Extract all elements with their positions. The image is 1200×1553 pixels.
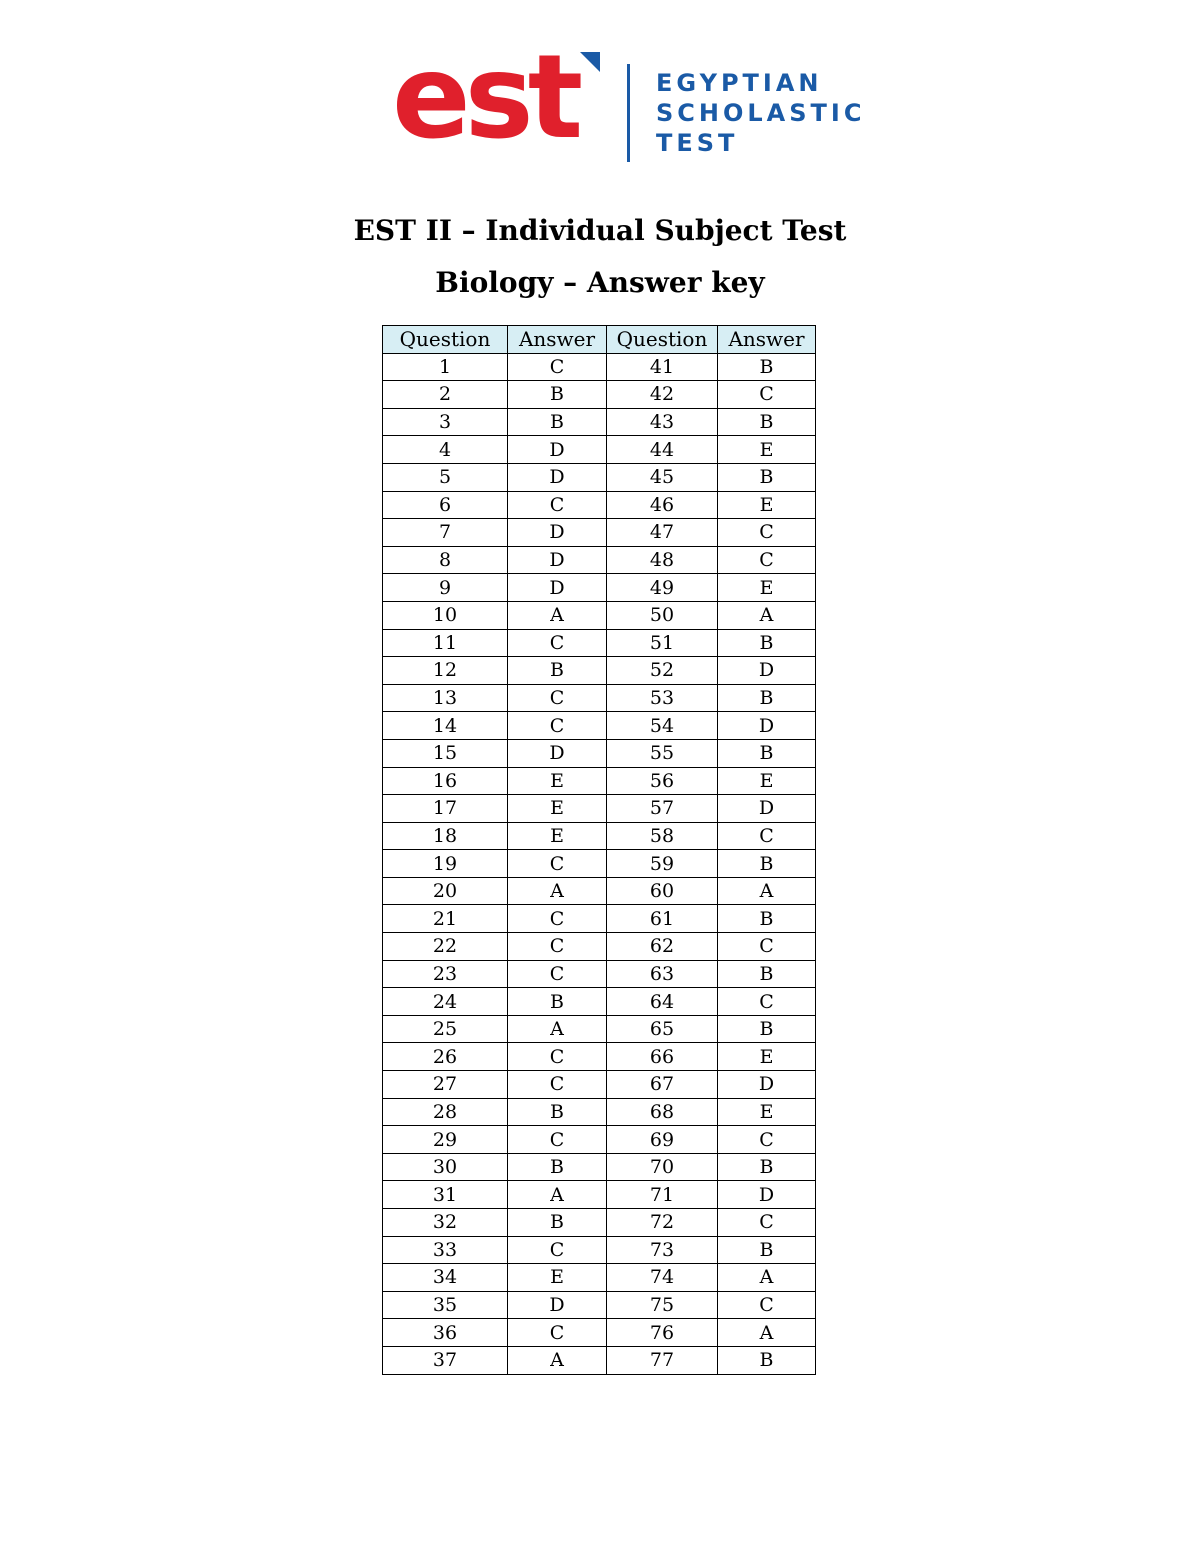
question-number: 65 — [607, 1015, 718, 1043]
answer-key-table — [382, 325, 816, 1375]
answer-letter: D — [718, 1071, 816, 1099]
answer-letter: B — [508, 408, 607, 436]
table-row — [383, 905, 816, 933]
question-number: 48 — [607, 546, 718, 574]
table-row — [383, 1153, 816, 1181]
answer-letter: E — [718, 491, 816, 519]
answer-letter: C — [508, 684, 607, 712]
table-row — [383, 933, 816, 961]
question-number: 58 — [607, 822, 718, 850]
answer-letter: D — [508, 463, 607, 491]
answer-letter: C — [718, 822, 816, 850]
question-number: 28 — [383, 1098, 508, 1126]
question-number: 10 — [383, 601, 508, 629]
answer-letter: C — [508, 629, 607, 657]
answer-letter: E — [508, 795, 607, 823]
question-number: 69 — [607, 1126, 718, 1154]
table-row — [383, 822, 816, 850]
question-number: 27 — [383, 1071, 508, 1099]
table-row — [383, 712, 816, 740]
question-number: 21 — [383, 905, 508, 933]
answer-letter: D — [718, 712, 816, 740]
logo-name-line: TEST — [656, 129, 739, 157]
question-number: 14 — [383, 712, 508, 740]
answer-letter: C — [718, 519, 816, 547]
answer-letter: C — [508, 1071, 607, 1099]
answer-letter: A — [508, 877, 607, 905]
answer-letter: C — [508, 491, 607, 519]
answer-letter: D — [508, 546, 607, 574]
question-number: 57 — [607, 795, 718, 823]
answer-letter: B — [718, 463, 816, 491]
question-number: 60 — [607, 877, 718, 905]
table-row — [383, 739, 816, 767]
table-row — [383, 850, 816, 878]
answer-letter: B — [718, 739, 816, 767]
question-number: 55 — [607, 739, 718, 767]
question-number: 76 — [607, 1319, 718, 1347]
table-row — [383, 463, 816, 491]
answer-letter: E — [718, 1043, 816, 1071]
question-number: 62 — [607, 933, 718, 961]
question-number: 64 — [607, 988, 718, 1016]
table-row — [383, 353, 816, 381]
est-logo — [392, 30, 872, 170]
answer-letter: C — [508, 905, 607, 933]
answer-letter: C — [508, 960, 607, 988]
question-number: 45 — [607, 463, 718, 491]
question-number: 4 — [383, 436, 508, 464]
question-number: 15 — [383, 739, 508, 767]
table-row — [383, 601, 816, 629]
question-number: 26 — [383, 1043, 508, 1071]
table-row — [383, 1319, 816, 1347]
answer-letter: C — [718, 1291, 816, 1319]
answer-letter: E — [508, 1264, 607, 1292]
answer-letter: B — [718, 684, 816, 712]
question-number: 68 — [607, 1098, 718, 1126]
question-number: 35 — [383, 1291, 508, 1319]
question-number: 42 — [607, 381, 718, 409]
answer-letter: C — [718, 933, 816, 961]
question-number: 2 — [383, 381, 508, 409]
question-number: 24 — [383, 988, 508, 1016]
answer-letter: B — [718, 408, 816, 436]
question-number: 31 — [383, 1181, 508, 1209]
logo-name-line: EGYPTIAN — [656, 69, 823, 97]
header-answer: Answer — [508, 326, 607, 354]
answer-letter: B — [718, 905, 816, 933]
answer-letter: B — [718, 960, 816, 988]
question-number: 37 — [383, 1346, 508, 1374]
logo-name-line: SCHOLASTIC — [656, 99, 866, 127]
table-row — [383, 1098, 816, 1126]
answer-letter: E — [718, 574, 816, 602]
question-number: 41 — [607, 353, 718, 381]
answer-letter: A — [718, 1264, 816, 1292]
table-row — [383, 1291, 816, 1319]
answer-letter: C — [508, 933, 607, 961]
answer-letter: A — [508, 1015, 607, 1043]
question-number: 54 — [607, 712, 718, 740]
answer-letter: C — [718, 1209, 816, 1237]
question-number: 56 — [607, 767, 718, 795]
table-row — [383, 1236, 816, 1264]
table-row — [383, 767, 816, 795]
logo-wordmark: est — [392, 30, 578, 165]
answer-letter: C — [508, 353, 607, 381]
answer-letter: D — [508, 1291, 607, 1319]
question-number: 23 — [383, 960, 508, 988]
question-number: 25 — [383, 1015, 508, 1043]
logo-accent-mark — [580, 52, 600, 72]
answer-letter: B — [718, 850, 816, 878]
table-row — [383, 877, 816, 905]
question-number: 66 — [607, 1043, 718, 1071]
answer-letter: D — [508, 739, 607, 767]
answer-letter: C — [718, 381, 816, 409]
answer-letter: D — [508, 436, 607, 464]
logo-name — [656, 68, 865, 158]
question-number: 9 — [383, 574, 508, 602]
answer-letter: A — [508, 601, 607, 629]
answer-letter: E — [718, 436, 816, 464]
question-number: 6 — [383, 491, 508, 519]
question-number: 73 — [607, 1236, 718, 1264]
question-number: 16 — [383, 767, 508, 795]
table-row — [383, 795, 816, 823]
page-subtitle: Biology – Answer key — [435, 266, 765, 299]
question-number: 11 — [383, 629, 508, 657]
answer-letter: E — [508, 822, 607, 850]
question-number: 13 — [383, 684, 508, 712]
question-number: 7 — [383, 519, 508, 547]
answer-letter: C — [508, 1043, 607, 1071]
table-row — [383, 1181, 816, 1209]
question-number: 1 — [383, 353, 508, 381]
answer-letter: B — [508, 988, 607, 1016]
question-number: 29 — [383, 1126, 508, 1154]
answer-letter: C — [508, 1319, 607, 1347]
answer-letter: B — [718, 1236, 816, 1264]
question-number: 36 — [383, 1319, 508, 1347]
question-number: 52 — [607, 657, 718, 685]
answer-letter: B — [508, 1209, 607, 1237]
table-row — [383, 546, 816, 574]
question-number: 51 — [607, 629, 718, 657]
answer-letter: B — [508, 1153, 607, 1181]
answer-letter: B — [508, 1098, 607, 1126]
answer-letter: B — [718, 1346, 816, 1374]
answer-letter: A — [718, 877, 816, 905]
answer-letter: B — [508, 657, 607, 685]
table-row — [383, 408, 816, 436]
answer-letter: C — [718, 546, 816, 574]
answer-letter: D — [508, 574, 607, 602]
question-number: 17 — [383, 795, 508, 823]
question-number: 49 — [607, 574, 718, 602]
question-number: 74 — [607, 1264, 718, 1292]
answer-letter: A — [508, 1181, 607, 1209]
question-number: 50 — [607, 601, 718, 629]
answer-letter: E — [718, 767, 816, 795]
question-number: 46 — [607, 491, 718, 519]
question-number: 75 — [607, 1291, 718, 1319]
question-number: 53 — [607, 684, 718, 712]
question-number: 33 — [383, 1236, 508, 1264]
table-row — [383, 381, 816, 409]
question-number: 34 — [383, 1264, 508, 1292]
answer-letter: A — [718, 601, 816, 629]
answer-letter: D — [718, 795, 816, 823]
question-number: 70 — [607, 1153, 718, 1181]
header-question: Question — [383, 326, 508, 354]
question-number: 20 — [383, 877, 508, 905]
answer-letter: C — [718, 988, 816, 1016]
table-row — [383, 684, 816, 712]
question-number: 5 — [383, 463, 508, 491]
question-number: 12 — [383, 657, 508, 685]
table-row — [383, 1209, 816, 1237]
table-row — [383, 960, 816, 988]
table-row — [383, 519, 816, 547]
table-row — [383, 1043, 816, 1071]
answer-letter: B — [718, 1153, 816, 1181]
question-number: 67 — [607, 1071, 718, 1099]
answer-letter: A — [718, 1319, 816, 1347]
answer-letter: B — [718, 1015, 816, 1043]
answer-letter: C — [718, 1126, 816, 1154]
question-number: 3 — [383, 408, 508, 436]
answer-letter: D — [508, 519, 607, 547]
answer-letter: B — [508, 381, 607, 409]
question-number: 19 — [383, 850, 508, 878]
question-number: 71 — [607, 1181, 718, 1209]
question-number: 77 — [607, 1346, 718, 1374]
page-title: EST II – Individual Subject Test — [353, 214, 847, 247]
question-number: 22 — [383, 933, 508, 961]
question-number: 44 — [607, 436, 718, 464]
table-row — [383, 1015, 816, 1043]
table-row — [383, 1264, 816, 1292]
answer-letter: C — [508, 1236, 607, 1264]
answer-letter: B — [718, 629, 816, 657]
answer-letter: C — [508, 1126, 607, 1154]
answer-letter: D — [718, 1181, 816, 1209]
table-row — [383, 436, 816, 464]
answer-letter: A — [508, 1346, 607, 1374]
question-number: 30 — [383, 1153, 508, 1181]
table-row — [383, 988, 816, 1016]
table-row — [383, 491, 816, 519]
table-header-row — [383, 326, 816, 354]
question-number: 63 — [607, 960, 718, 988]
table-row — [383, 629, 816, 657]
header-answer: Answer — [718, 326, 816, 354]
answer-letter: B — [718, 353, 816, 381]
question-number: 18 — [383, 822, 508, 850]
question-number: 43 — [607, 408, 718, 436]
answer-letter: C — [508, 712, 607, 740]
question-number: 32 — [383, 1209, 508, 1237]
table-row — [383, 1071, 816, 1099]
question-number: 8 — [383, 546, 508, 574]
question-number: 59 — [607, 850, 718, 878]
table-row — [383, 574, 816, 602]
table-row — [383, 657, 816, 685]
table-row — [383, 1126, 816, 1154]
table-row — [383, 1346, 816, 1374]
answer-letter: E — [508, 767, 607, 795]
header-question: Question — [607, 326, 718, 354]
question-number: 61 — [607, 905, 718, 933]
answer-letter: C — [508, 850, 607, 878]
answer-letter: E — [718, 1098, 816, 1126]
answer-letter: D — [718, 657, 816, 685]
question-number: 72 — [607, 1209, 718, 1237]
logo-divider — [627, 64, 630, 162]
question-number: 47 — [607, 519, 718, 547]
